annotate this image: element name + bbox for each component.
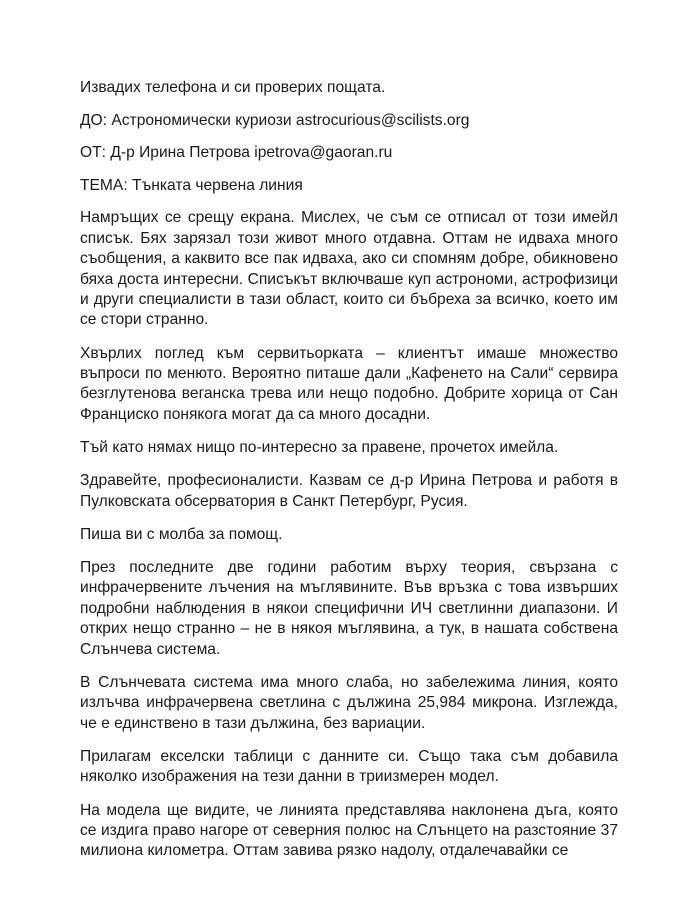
paragraph: Тъй като нямах нищо по-интересно за правене, прочетох имейла. — [80, 439, 559, 457]
paragraph: Прилагам екселски таблици с данните си. Също така съм добавила няколко изображения на тези данни в триизмерен модел. — [80, 747, 618, 786]
document-body — [80, 78, 618, 875]
paragraph: Намръщих се срещу екрана. Мислех, че съм се отписал от този имейл списък. Бях зарязал този живот много отдавна. Оттам не идваха много съобщения, а каквито все пак идваха, ако си спомням добре, обикновено бяха доста интересни. Списъкът включваше куп астрономи, астрофизици и други специалисти в тази област, които си бъбреха за всичко, което им се стори странно. — [80, 209, 618, 329]
paragraph: В Слънчевата система има много слаба, но забележима линия, която излъчва инфрачервена светлина с дължина 25,984 микрона. Изглежда, че е единствено в тази дължина, без вариации. — [80, 673, 618, 732]
paragraph: На модела ще видите, че линията представлява наклонена дъга, която се издига право нагоре от северния полюс на Слънцето на разстояние 37 милиона километра. Оттам завива рязко надолу, отдалечавайки се — [80, 801, 618, 860]
paragraph: Пиша ви с молба за помощ. — [80, 525, 283, 543]
paragraph: Здравейте, професионалисти. Казвам се д-р Ирина Петрова и работя в Пулковската обсерватория в Санкт Петербург, Русия. — [80, 472, 618, 510]
paragraph: През последните две години работим върху теория, свързана с инфрачервените лъчения на мъглявините. Във връзка с това извърших подробни наблюдения в някои специфични ИЧ светлинни диапазони. И открих нещо странно – не в някоя мъглявина, а тук, в нашата собствена Слънчева система. — [80, 559, 618, 658]
email-subject-line: ТЕМА: Тънката червена линия — [80, 176, 303, 194]
email-from-line: ОТ: Д-р Ирина Петрова ipetrova@gaoran.ru — [80, 144, 393, 162]
paragraph: Хвърлих поглед към сервитьорката – клиентът имаше множество въпроси по менюто. Вероятно питаше дали „Кафенето на Сали“ сервира безглутенова веганска трева или нещо подобно. Добрите хорица от Сан Франциско понякога могат да са много досадни. — [80, 344, 618, 423]
intro-line: Извадих телефона и си проверих пощата. — [80, 79, 386, 96]
email-to-line: ДО: Астрономически куриози astrocurious@scilists.org — [80, 111, 470, 129]
